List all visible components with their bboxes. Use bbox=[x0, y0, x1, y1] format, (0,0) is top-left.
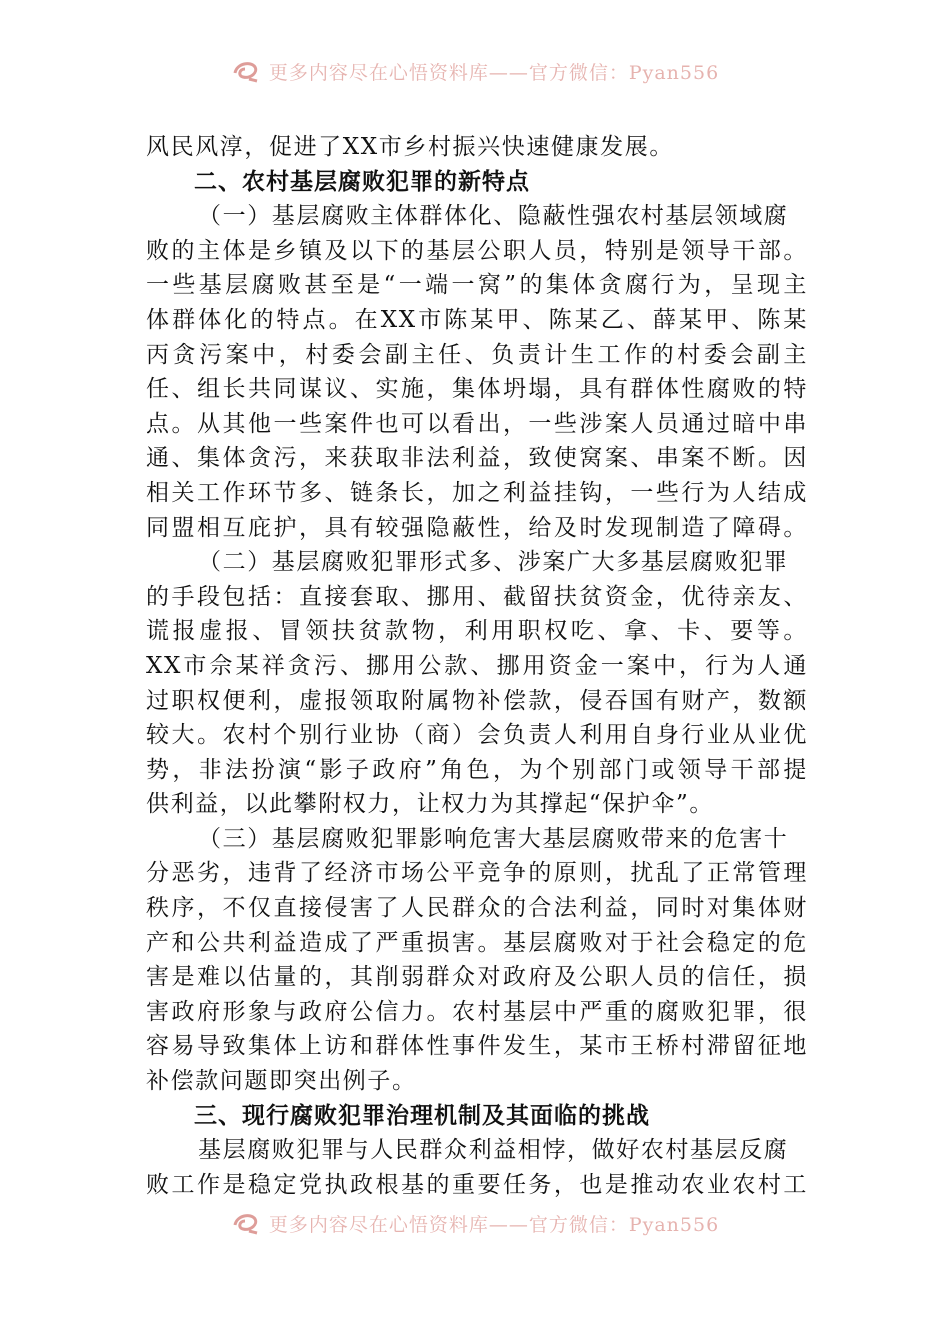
text-line: 害是难以估量的，其削弱群众对政府及公职人员的信任，损 bbox=[146, 964, 808, 991]
text-line: 容易导致集体上访和群体性事件发生，某市王桥村滞留征地 bbox=[146, 1033, 808, 1060]
text-line: 点。从其他一些案件也可以看出，一些涉案人员通过暗中串 bbox=[146, 410, 808, 437]
text-line: 势，非法扮演“影子政府”角色，为个别部门或领导干部提 bbox=[146, 756, 808, 783]
text-line: 风民风淳，促进了XX市乡村振兴快速健康发展。 bbox=[146, 134, 674, 160]
text-line: 分恶劣，违背了经济市场公平竞争的原则，扰乱了正常管理 bbox=[146, 860, 808, 887]
watermark-header bbox=[0, 56, 950, 86]
text-line: 产和公共利益造成了严重损害。基层腐败对于社会稳定的危 bbox=[146, 929, 808, 956]
text-line: 供利益，以此攀附权力，让权力为其撑起“保护伞”。 bbox=[146, 791, 714, 818]
text-line: 败的主体是乡镇及以下的基层公职人员，特别是领导干部。 bbox=[146, 237, 808, 264]
watermark-text: 更多内容尽在心悟资料库——官方微信：Pyan556 bbox=[268, 61, 720, 84]
text-line: XX市佘某祥贪污、挪用公款、挪用资金一案中，行为人通 bbox=[146, 652, 808, 679]
text-line: 谎报虚报、冒领扶贫款物，利用职权吃、拿、卡、要等。 bbox=[146, 618, 808, 645]
text-line: （一）基层腐败主体群体化、隐蔽性强农村基层领域腐 bbox=[198, 203, 789, 230]
text-line: 的手段包括：直接套取、挪用、截留扶贫资金，优待亲友、 bbox=[146, 583, 808, 610]
text-line: （二）基层腐败犯罪形式多、涉案广大多基层腐败犯罪 bbox=[198, 549, 789, 576]
text-line: 体群体化的特点。在XX市陈某甲、陈某乙、薛某甲、陈某 bbox=[146, 306, 808, 333]
text-line: 同盟相互庇护，具有较强隐蔽性，给及时发现制造了障碍。 bbox=[146, 514, 808, 541]
text-line: 通、集体贪污，来获取非法利益，致使窝案、串案不断。因 bbox=[146, 445, 808, 472]
text-line: 相关工作环节多、链条长，加之利益挂钩，一些行为人结成 bbox=[146, 479, 808, 506]
section-heading: 三、现行腐败犯罪治理机制及其面临的挑战 bbox=[194, 1102, 650, 1129]
text-line: 害政府形象与政府公信力。农村基层中严重的腐败犯罪，很 bbox=[146, 998, 808, 1025]
watermark-logo-icon bbox=[231, 1211, 261, 1235]
text-line: 一些基层腐败甚至是“一端一窝”的集体贪腐行为，呈现主 bbox=[146, 272, 808, 299]
text-line: 过职权便利，虚报领取附属物补偿款，侵吞国有财产，数额 bbox=[146, 687, 808, 714]
watermark-text: 更多内容尽在心悟资料库——官方微信：Pyan556 bbox=[268, 1213, 720, 1236]
document-body bbox=[146, 130, 808, 1202]
text-line: 较大。农村个别行业协（商）会负责人利用自身行业从业优 bbox=[146, 722, 808, 749]
section-heading: 二、农村基层腐败犯罪的新特点 bbox=[194, 168, 530, 195]
text-line: 秩序，不仅直接侵害了人民群众的合法利益，同时对集体财 bbox=[146, 895, 808, 922]
text-line: （三）基层腐败犯罪影响危害大基层腐败带来的危害十 bbox=[198, 825, 789, 852]
text-line: 基层腐败犯罪与人民群众利益相悖，做好农村基层反腐 bbox=[198, 1137, 789, 1164]
text-line: 丙贪污案中，村委会副主任、负责计生工作的村委会副主 bbox=[146, 341, 808, 368]
text-line: 补偿款问题即突出例子。 bbox=[146, 1068, 417, 1095]
watermark-logo-icon bbox=[231, 59, 261, 83]
watermark-footer bbox=[0, 1208, 950, 1238]
text-line: 败工作是稳定党执政根基的重要任务，也是推动农业农村工 bbox=[146, 1171, 808, 1198]
text-line: 任、组长共同谋议、实施，集体坍塌，具有群体性腐败的特 bbox=[146, 376, 808, 403]
